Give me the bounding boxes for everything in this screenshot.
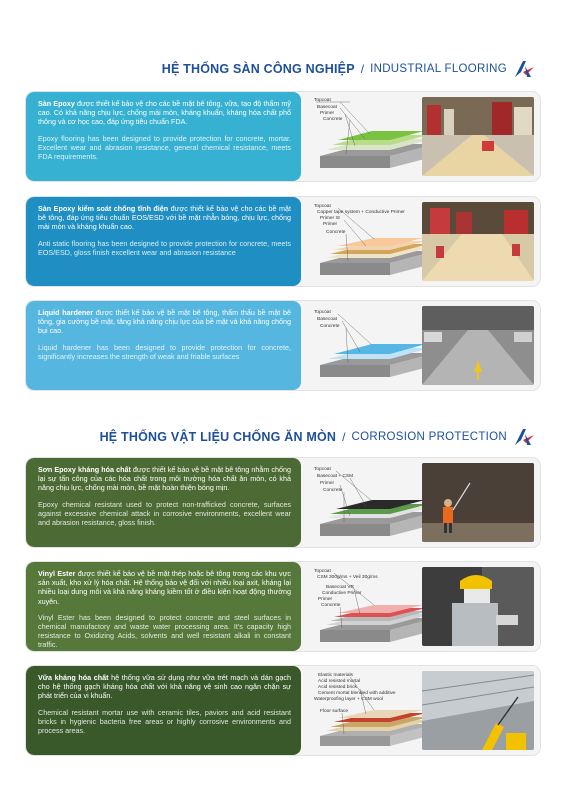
card-text-panel [26,301,301,390]
layer-label: Concrete [326,230,346,235]
layer-label: CSM 300g/ms + Veil 30g/ms [317,575,378,580]
layer-label: Acid resisted mortal [318,679,361,684]
card-desc-vi [38,673,291,701]
layer-label: Primer IS [320,216,340,221]
section-header-industrial-flooring [162,60,535,78]
card-text-panel [26,562,301,651]
card-desc-en: Anti static flooring has been designed to provide protection for concrete, meets EOS/ESD, gloss finish excellent wear and abrasion resistance [38,238,291,257]
layer-label: Basecoat + CSM [317,474,354,479]
layer-label: Topcoat [314,569,331,574]
card-text-panel [26,92,301,181]
parking-floor-photo [422,306,534,385]
layer-label: Topcoat [314,467,331,472]
section-title-vi: HỆ THỐNG SÀN CÔNG NGHIỆP [161,62,355,76]
card-desc-en: Epoxy flooring has been designed to provide protection for concrete, mortar. Excellent wear and abrasion resistance, general chemical resistance, meets FDA requirements. [38,133,291,162]
desc-vi-body: được thiết kế bảo vệ bề mặt bê tông, thẩm thấu bề mặt bê tông, gia cường bề mặt, tăng khả năng chịu lực của bề mặt và khả năng chống bụi cao. [38,308,291,336]
layer-label: Basecoat [317,105,338,110]
card-text-panel [26,458,301,547]
product-name: Liquid hardener [38,308,94,317]
layer-label: Cement mortal blended with additive [318,691,396,696]
layer-label: Topcoat [314,204,331,209]
section-title-en: INDUSTRIAL FLOORING [370,63,507,75]
product-name: Sàn Epoxy kiểm soát chống tĩnh điện [38,204,169,213]
worker-helmet-photo [422,567,534,646]
section-header-corrosion-protection [100,428,535,446]
layer-label: Concrete [323,488,343,493]
layer-label: Floor surface [320,709,348,714]
title-separator: / [342,430,346,444]
product-name: Vinyl Ester [38,569,76,578]
layer-label: Basecoat VR [326,585,354,590]
card-vinyl-ester [26,562,540,651]
brand-logo-icon [513,60,535,78]
card-desc-vi [38,99,291,127]
layer-label: Acid resisted brick [318,685,357,690]
desc-vi-body: được thiết kế bảo vệ bề mặt bê tông nhằm chống lại sự tấn công của các hóa chất trong môi trường hóa chất ăn mòn, có khả năng chịu lực, chống mài mòn, bề mặt hoàn thiện bóng mịn. [38,465,291,493]
card-desc-vi [38,204,291,232]
card-epoxy-chemical-resistant [26,458,540,547]
antistatic-floor-photo [422,202,534,281]
card-epoxy-flooring [26,92,540,181]
card-text-panel [26,666,301,755]
desc-vi-body: được thiết kế bảo vệ cho các bề mặt bê tông, vữa, tạo độ thẩm mỹ cao. Có khả năng chịu lực, chống mài mòn, kháng khuẩn, kháng hóa chất phổ thông và cơ học cao, đáp ứng tiêu chuẩn FDA. [38,99,291,127]
desc-vi-body: hệ thống vữa sử dụng như vữa trét mạch và dán gạch cho hệ thống gạch kháng hóa chất với khả năng vệ sinh cao ngăn chặn sự phát triển của vi khuẩn. [38,673,291,701]
layer-label: Conductive Primer [322,591,362,596]
layer-label: Concrete [320,324,340,329]
card-desc-vi [38,308,291,336]
title-separator: / [360,62,365,76]
epoxy-floor-photo [422,97,534,176]
desc-vi-body: được thiết kế bảo vệ bề mặt thép hoặc bê tông trong các khu vực sản xuất, kho xử lý hóa chất. Hệ thống bảo vệ đối với nhiều loại axit, kháng lại nhiều loại dung môi và khả năng kháng kiềm tốt ở điều kiện hoạt động thường xuyên. [38,569,291,606]
layer-label: Primer [320,481,335,486]
layer-label: Elastic materials [318,673,353,678]
layer-label: Basecoat [317,317,338,322]
layer-label: Concrete [321,603,341,608]
card-desc-en: Liquid hardener has been designed to provide protection for concrete, significantly increases the strength of weak and friable surfaces [38,342,291,361]
card-desc-en: Chemical resistant mortar use with ceramic tiles, paviors and acid resistant bricks in hygienic bacteria free areas or highly corrosive environments and process areas. [38,707,291,736]
product-name: Sơn Epoxy kháng hóa chất [38,465,131,474]
card-desc-en: Epoxy chemical resistant used to protect non-trafficked concrete, surfaces against excessive chemical attack in corrosive environments, excellent wear and abrasion resistance, gloss finish. [38,499,291,528]
card-antistatic-flooring [26,197,540,286]
card-text-panel [26,197,301,286]
layer-label: Concrete [323,117,343,122]
card-desc-vi [38,465,291,493]
layer-label: Primer [318,597,333,602]
card-chemical-resistant-mortar [26,666,540,755]
brand-logo-icon [513,428,535,446]
layer-label: Waterproofing layer + CSM wool [314,697,384,702]
desc-vi-body: được thiết kế bảo vệ cho các bề mặt bê tông, đáp ứng tiêu chuẩn EOS/ESD với bề mặt nhẵn bóng, chịu lực, chống mài mòn và kháng khuẩn cao. [38,204,291,232]
product-name: Vữa kháng hóa chất [38,673,109,682]
layer-label: Primer [323,222,338,227]
section-title-en: CORROSION PROTECTION [351,431,507,443]
coating-worker-photo [422,463,534,542]
card-desc-en: Vinyl Ester has been designed to protect concrete and steel surfaces in chemical manufactory and waste water processing area. It's capacity high resistance to Oxidizing Acids, solvents and well resistant alkali in constant traffic. [38,612,291,650]
card-liquid-hardener [26,301,540,390]
layer-label: Copper tape system + Conductive Primer [317,210,405,215]
card-desc-vi [38,569,291,606]
layer-label: Primer [320,111,335,116]
layer-label: Topcoat [314,98,331,103]
ceiling-spray-photo [422,671,534,750]
section-title-vi: HỆ THỐNG VẬT LIỆU CHỐNG ĂN MÒN [99,430,337,444]
product-name: Sàn Epoxy [38,99,75,108]
layer-label: Topcoat [314,310,331,315]
